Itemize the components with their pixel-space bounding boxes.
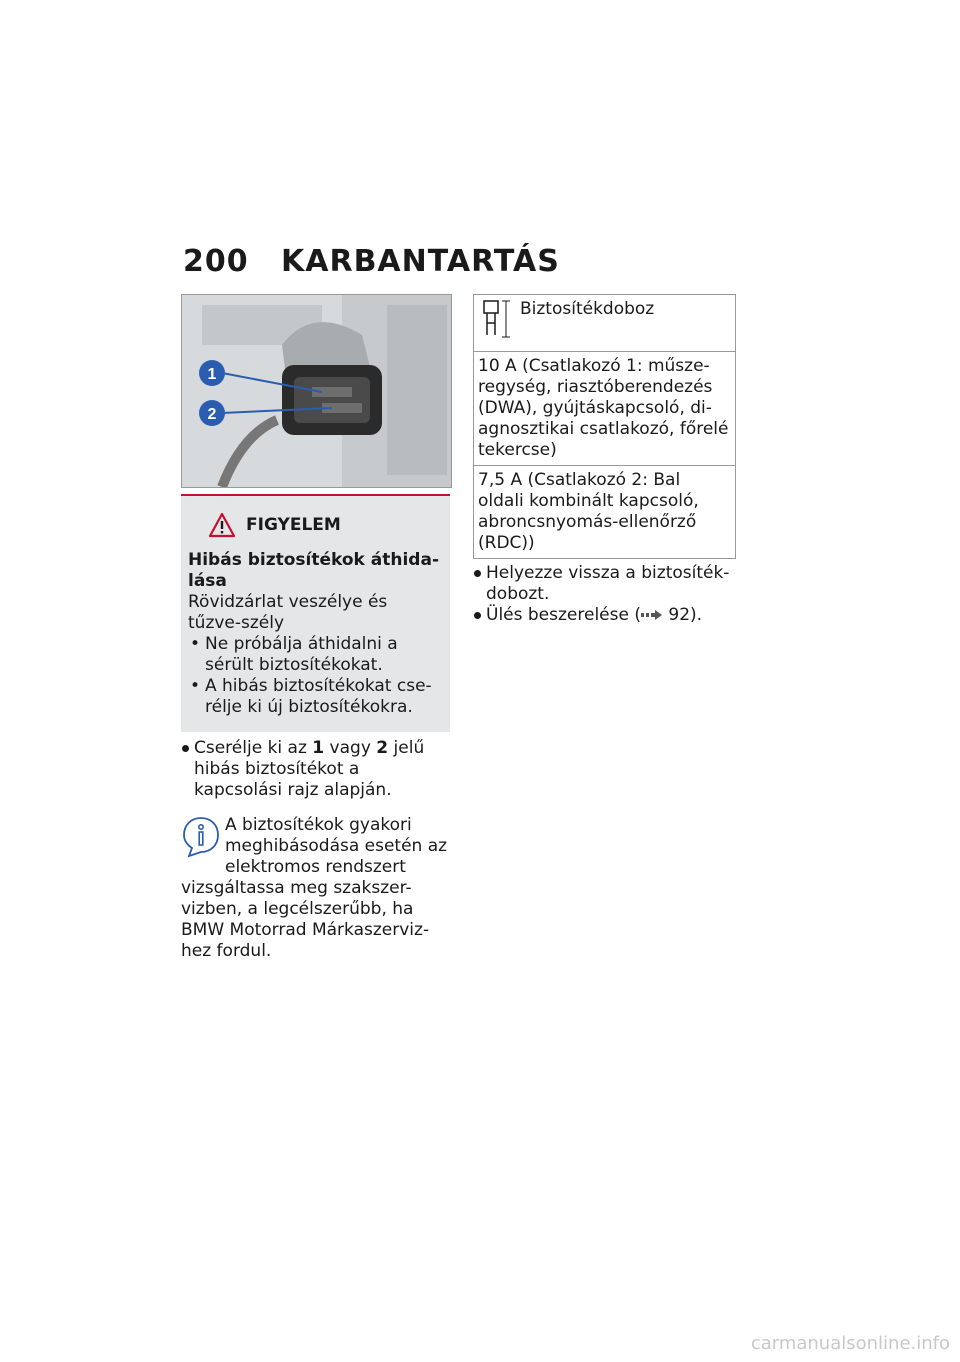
table-row: 7,5 A (Csatlakozó 2: Bal oldali kombinált kapcsoló, abroncsnyomás-ellenőrző (RDC)) xyxy=(478,470,699,553)
info-text: A biztosítékok gyakori meghibásodása esetén az elektromos rendszert vizsgáltassa meg szakszer-vizben, a legcélszerűbb, ha BMW Motorrad Márkaszerviz-hez fordul. xyxy=(181,815,448,961)
left-column xyxy=(181,738,450,962)
step-replace-fuse xyxy=(181,738,450,801)
warning-title: Hibás biztosítékok áthida-lása xyxy=(188,550,440,591)
fuse-box-table xyxy=(473,294,736,559)
warning-triangle-icon xyxy=(208,512,236,538)
fuse-box-illustration xyxy=(182,295,451,487)
step-text: vagy xyxy=(329,738,371,758)
step-text: jelű hibás biztosítékot a kapcsolási rajz alapján. xyxy=(194,738,425,800)
step-ref-2: 2 xyxy=(376,738,389,758)
table-header xyxy=(474,295,735,352)
info-icon xyxy=(181,815,221,859)
page-ref[interactable]: 92 xyxy=(668,605,691,625)
callout-2-label: 2 xyxy=(207,406,217,423)
step-text: ). xyxy=(690,605,703,625)
fuse-icon xyxy=(480,299,514,341)
callout-1-label: 1 xyxy=(207,366,217,383)
watermark: carmanualsonline.info xyxy=(750,1333,950,1354)
page-ref-arrow-icon xyxy=(641,609,663,621)
step-text: Cserélje ki az xyxy=(194,738,307,758)
step-text: Ülés beszerelése ( xyxy=(486,605,641,625)
info-note xyxy=(181,815,450,962)
fuse-box-photo xyxy=(181,294,452,488)
right-column xyxy=(473,563,736,626)
step-reinstall-box: Helyezze vissza a biztosíték-dobozt. xyxy=(473,563,736,605)
warning-bullet: • A hibás biztosítékokat cse-rélje ki új biztosítékokra. xyxy=(188,676,442,718)
warning-subtitle: Rövidzárlat veszélye és tűzve-szély xyxy=(188,592,388,633)
step-ref-1: 1 xyxy=(312,738,325,758)
page-number: 200 xyxy=(183,244,249,279)
warning-box xyxy=(181,494,450,732)
page-header xyxy=(183,244,560,279)
table-title: Biztosítékdoboz xyxy=(520,299,655,319)
warning-bullet: • Ne próbálja áthidalni a sérült biztosítékokat. xyxy=(188,634,442,676)
warning-header xyxy=(208,512,442,538)
chapter-title: KARBANTARTÁS xyxy=(281,244,560,279)
table-row: 10 A (Csatlakozó 1: műsze-regység, riasztóberendezés (DWA), gyújtáskapcsoló, di-agnosztikai csatlakozó, főrelé tekercse) xyxy=(474,352,735,466)
step-install-seat xyxy=(473,605,736,626)
warning-label: FIGYELEM xyxy=(246,514,341,535)
